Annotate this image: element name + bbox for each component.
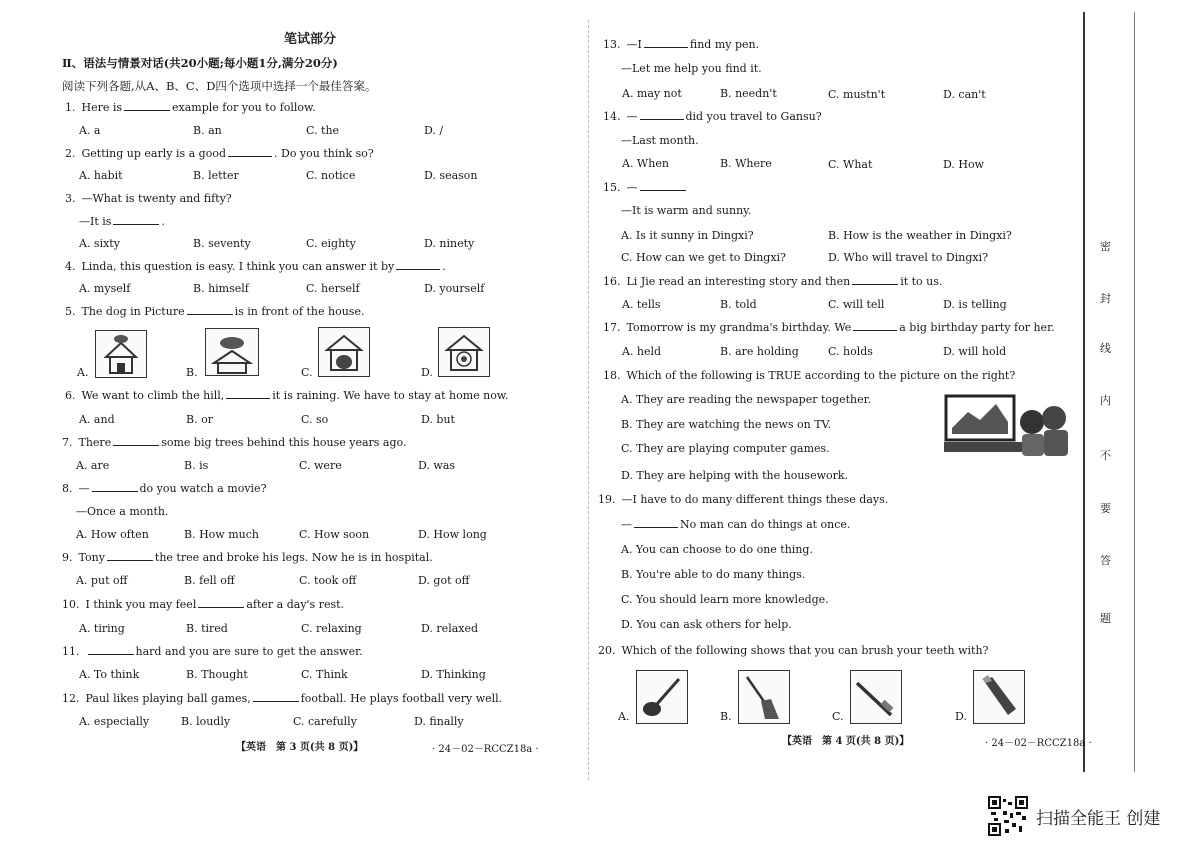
qr-code-icon	[988, 796, 1028, 836]
option-c: C. were	[299, 459, 342, 472]
option-d: D. ninety	[424, 237, 475, 250]
page-code-right: · 24－02－RCCZ18a ·	[985, 738, 1092, 749]
question-number: 13.	[603, 38, 621, 51]
option-c: C. relaxing	[301, 622, 362, 635]
question-stem: —I have to do many different things these days.	[621, 493, 889, 506]
question-6	[65, 389, 509, 402]
option-d: D. How	[943, 158, 985, 171]
answer-blank	[113, 223, 159, 225]
question-number: 10.	[62, 598, 80, 611]
option-c: C. eighty	[306, 237, 356, 250]
option-b: B. an	[193, 124, 222, 137]
option-a: A. tells	[622, 298, 661, 311]
option-d: D. How long	[418, 528, 487, 541]
answer-blank	[253, 700, 299, 702]
question-stem-cont: find my pen.	[689, 38, 760, 51]
question-stem: There	[78, 436, 112, 449]
page-fold-line	[588, 20, 589, 780]
question-number: 20.	[598, 644, 616, 657]
page-footer-left: 【英语 第 3 页(共 8 页)】	[236, 742, 364, 753]
option-c: C. herself	[306, 282, 360, 295]
question-stem-cont: example for you to follow.	[172, 101, 316, 114]
answer-blank	[852, 283, 898, 285]
answer-blank	[396, 268, 440, 270]
question-stem: Paul likes playing ball games,	[85, 692, 251, 705]
question-4	[65, 260, 446, 273]
option-b: B. told	[720, 298, 757, 311]
option-a: A. and	[79, 413, 115, 426]
question-stem: Here is	[81, 101, 123, 114]
question-stem: Li Jie read an interesting story and then	[626, 275, 851, 288]
answer-blank	[640, 118, 684, 120]
option-d: D.	[421, 366, 433, 379]
option-d: D. got off	[418, 574, 470, 587]
option-c: C. the	[306, 124, 340, 137]
answer-blank	[113, 444, 159, 446]
option-a: A. Is it sunny in Dingxi?	[621, 229, 754, 242]
option-b: B. needn't	[720, 87, 777, 100]
dialog-line: No man can do things at once.	[680, 518, 851, 531]
option-d: D. season	[424, 169, 478, 182]
question-stem-cont: did you travel to Gansu?	[685, 110, 822, 123]
seal-line-char: 要	[1100, 502, 1111, 515]
option-a: A. tiring	[79, 622, 125, 635]
question-8	[62, 482, 266, 495]
question-stem-cont: hard and you are sure to get the answer.	[135, 645, 363, 658]
period: .	[442, 260, 446, 273]
option-c: C.	[301, 366, 313, 379]
option-b: B. fell off	[184, 574, 235, 587]
question-number: 18.	[603, 369, 621, 382]
answer-blank	[644, 46, 688, 48]
question-stem: —	[78, 482, 90, 495]
option-c: C.	[832, 710, 844, 723]
question-7	[62, 436, 406, 449]
question-number: 6.	[65, 389, 76, 402]
question-14	[603, 110, 822, 123]
dialog-line: —Let me help you find it.	[621, 62, 762, 75]
seal-line-char: 不	[1100, 449, 1111, 462]
option-d: D.	[955, 710, 967, 723]
option-c: C. notice	[306, 169, 356, 182]
question-stem: Tomorrow is my grandma's birthday. We	[626, 321, 852, 334]
question-number: 17.	[603, 321, 621, 334]
option-c: C. mustn't	[828, 88, 886, 101]
question-number: 3.	[65, 192, 76, 205]
question-stem: —What is twenty and fifty?	[81, 192, 232, 205]
option-a: A. may not	[622, 87, 682, 100]
option-c: C. so	[301, 413, 329, 426]
option-a: A. How often	[76, 528, 149, 541]
option-d: D. will hold	[943, 345, 1007, 358]
option-c: C. took off	[299, 574, 357, 587]
option-b: B. is	[184, 459, 209, 472]
option-b: B.	[720, 710, 732, 723]
question-stem-cont: after a day's rest.	[246, 598, 345, 611]
question-stem: Tony	[78, 551, 105, 564]
question-15	[603, 181, 688, 194]
question-19-line2: — No man can do things at once.	[621, 518, 851, 531]
question-number: 14.	[603, 110, 621, 123]
option-b: B. How much	[184, 528, 259, 541]
option-b: B. tired	[186, 622, 228, 635]
question-16	[603, 275, 942, 288]
option-a: A. They are reading the newspaper together.	[621, 393, 872, 406]
option-b: B. Where	[720, 157, 772, 170]
question-number: 7.	[62, 436, 73, 449]
option-b: B. Thought	[186, 668, 248, 681]
dialog-line: —It is	[79, 215, 112, 228]
question-stem-cont: it is raining. We have to stay at home now.	[272, 389, 509, 402]
section-instruction: 阅读下列各题,从A、B、C、D四个选项中选择一个最佳答案。	[62, 79, 377, 93]
option-a: A. habit	[79, 169, 123, 182]
option-b: B. They are watching the news on TV.	[621, 418, 832, 431]
question-2	[65, 147, 374, 160]
seal-line-char: 密	[1100, 240, 1111, 253]
option-a: A.	[77, 366, 89, 379]
question-5	[65, 305, 364, 318]
question-stem: I think you may feel	[85, 598, 197, 611]
toothbrush-picture	[850, 670, 902, 724]
question-stem-cont: football. He plays football very well.	[300, 692, 503, 705]
question-11	[62, 645, 363, 658]
option-b: B. himself	[193, 282, 249, 295]
question-number: 19.	[598, 493, 616, 506]
question-stem-cont: some big trees behind this house years ago.	[161, 436, 407, 449]
question-stem-cont: a big birthday party for her.	[899, 321, 1055, 334]
seal-line-char: 内	[1100, 394, 1111, 407]
dialog-line: —Once a month.	[76, 505, 169, 518]
answer-blank	[228, 155, 272, 157]
option-a: A. are	[76, 459, 110, 472]
option-c: C. holds	[828, 345, 873, 358]
option-d: D. Who will travel to Dingxi?	[828, 251, 988, 264]
option-c: C. will tell	[828, 298, 885, 311]
question-stem: Getting up early is a good	[81, 147, 226, 160]
option-a: A. held	[622, 345, 662, 358]
seal-line-char: 线	[1100, 342, 1111, 355]
binding-border-line	[1083, 12, 1085, 772]
answer-blank	[226, 397, 270, 399]
dog-in-front-picture	[318, 327, 370, 377]
question-3	[65, 192, 232, 205]
binding-border-line-outer	[1134, 12, 1135, 772]
option-d: D. Thinking	[421, 668, 486, 681]
option-c: C. Think	[301, 668, 348, 681]
question-number: 12.	[62, 692, 80, 705]
question-number: 5.	[65, 305, 76, 318]
option-b: B. loudly	[181, 715, 231, 728]
seal-line-char: 答	[1100, 554, 1111, 567]
question-stem: Which of the following shows that you can brush your teeth with?	[621, 644, 989, 657]
period: .	[161, 215, 165, 228]
question-stem-cont: . Do you think so?	[274, 147, 374, 160]
seal-line-char: 封	[1100, 292, 1111, 305]
question-number: 15.	[603, 181, 621, 194]
answer-blank	[198, 606, 244, 608]
option-d: D. yourself	[424, 282, 485, 295]
question-stem: The dog in Picture	[81, 305, 185, 318]
question-9	[62, 551, 433, 564]
question-stem-cont: do you watch a movie?	[139, 482, 267, 495]
option-d: D. can't	[943, 88, 986, 101]
option-d: D. They are helping with the housework.	[621, 469, 849, 482]
option-a: A. myself	[79, 282, 131, 295]
option-a: A. put off	[76, 574, 128, 587]
option-a: A. a	[79, 124, 101, 137]
box-cutter-picture	[973, 670, 1025, 724]
question-stem: We want to climb the hill,	[81, 389, 225, 402]
dialog-line: —It is warm and sunny.	[621, 204, 752, 217]
question-stem: Linda, this question is easy. I think you can answer it by	[81, 260, 395, 273]
option-d: D. You can ask others for help.	[621, 618, 792, 631]
option-c: C. carefully	[293, 715, 357, 728]
question-12	[62, 692, 502, 705]
question-number: 16.	[603, 275, 621, 288]
option-c: C. How can we get to Dingxi?	[621, 251, 786, 264]
dog-inside-house-picture	[438, 327, 490, 377]
answer-blank	[187, 313, 233, 315]
option-c: C. They are playing computer games.	[621, 442, 830, 455]
option-c: C. You should learn more knowledge.	[621, 593, 829, 606]
question-number: 8.	[62, 482, 73, 495]
option-b: B. You're able to do many things.	[621, 568, 806, 581]
question-stem-cont: it to us.	[900, 275, 943, 288]
option-d: D. was	[418, 459, 456, 472]
option-b: B. letter	[193, 169, 239, 182]
page-code-left: · 24－02－RCCZ18a ·	[432, 744, 539, 755]
question-stem: —	[626, 110, 638, 123]
question-17	[603, 321, 1055, 334]
broom-picture	[738, 670, 790, 724]
option-b: B. or	[186, 413, 213, 426]
option-a: A.	[618, 710, 630, 723]
question-18	[603, 369, 1015, 382]
option-a: A. To think	[79, 668, 140, 681]
option-c: C. How soon	[299, 528, 370, 541]
question-3-line2	[79, 215, 165, 228]
question-1	[65, 101, 316, 114]
dog-behind-house-picture	[205, 328, 259, 376]
section-heading: Ⅱ、语法与情景对话(共20小题;每小题1分,满分20分)	[62, 56, 338, 70]
question-13	[603, 38, 759, 51]
option-a: A. You can choose to do one thing.	[621, 543, 813, 556]
question-number: 11.	[62, 645, 80, 658]
question-stem-cont: is in front of the house.	[234, 305, 365, 318]
question-stem: —	[626, 181, 638, 194]
answer-blank	[124, 109, 170, 111]
question-number: 9.	[62, 551, 73, 564]
option-d: D. but	[421, 413, 455, 426]
question-stem: —I	[626, 38, 642, 51]
question-stem: Which of the following is TRUE according to the picture on the right?	[626, 369, 1016, 382]
question-number: 1.	[65, 101, 76, 114]
option-a: A. When	[622, 157, 669, 170]
page-title: 笔试部分	[284, 32, 337, 47]
answer-blank	[640, 189, 686, 191]
answer-blank	[634, 526, 678, 528]
question-20	[598, 644, 988, 657]
answer-blank	[853, 329, 897, 331]
option-d: D. is telling	[943, 298, 1007, 311]
option-a: A. sixty	[79, 237, 120, 250]
answer-blank	[107, 559, 153, 561]
option-a: A. especially	[79, 715, 150, 728]
kids-watching-tv-picture	[944, 392, 1072, 460]
page-footer-right: 【英语 第 4 页(共 8 页)】	[782, 736, 910, 747]
option-b: B. How is the weather in Dingxi?	[828, 229, 1012, 242]
dialog-line: —Last month.	[621, 134, 699, 147]
option-c: C. What	[828, 158, 873, 171]
question-number: 2.	[65, 147, 76, 160]
dog-on-house-picture	[95, 330, 147, 378]
spoon-picture	[636, 670, 688, 724]
option-b: B. are holding	[720, 345, 799, 358]
option-b: B. seventy	[193, 237, 251, 250]
option-d: D. finally	[414, 715, 464, 728]
question-19	[598, 493, 888, 506]
option-d: D. /	[424, 124, 444, 137]
seal-line-char: 题	[1100, 612, 1111, 625]
scanner-watermark: 扫描全能王 创建	[1036, 809, 1161, 829]
question-10	[62, 598, 344, 611]
answer-blank	[88, 653, 134, 655]
option-b: B.	[186, 366, 198, 379]
option-d: D. relaxed	[421, 622, 479, 635]
answer-blank	[92, 490, 138, 492]
question-number: 4.	[65, 260, 76, 273]
question-stem-cont: the tree and broke his legs. Now he is in hospital.	[154, 551, 433, 564]
